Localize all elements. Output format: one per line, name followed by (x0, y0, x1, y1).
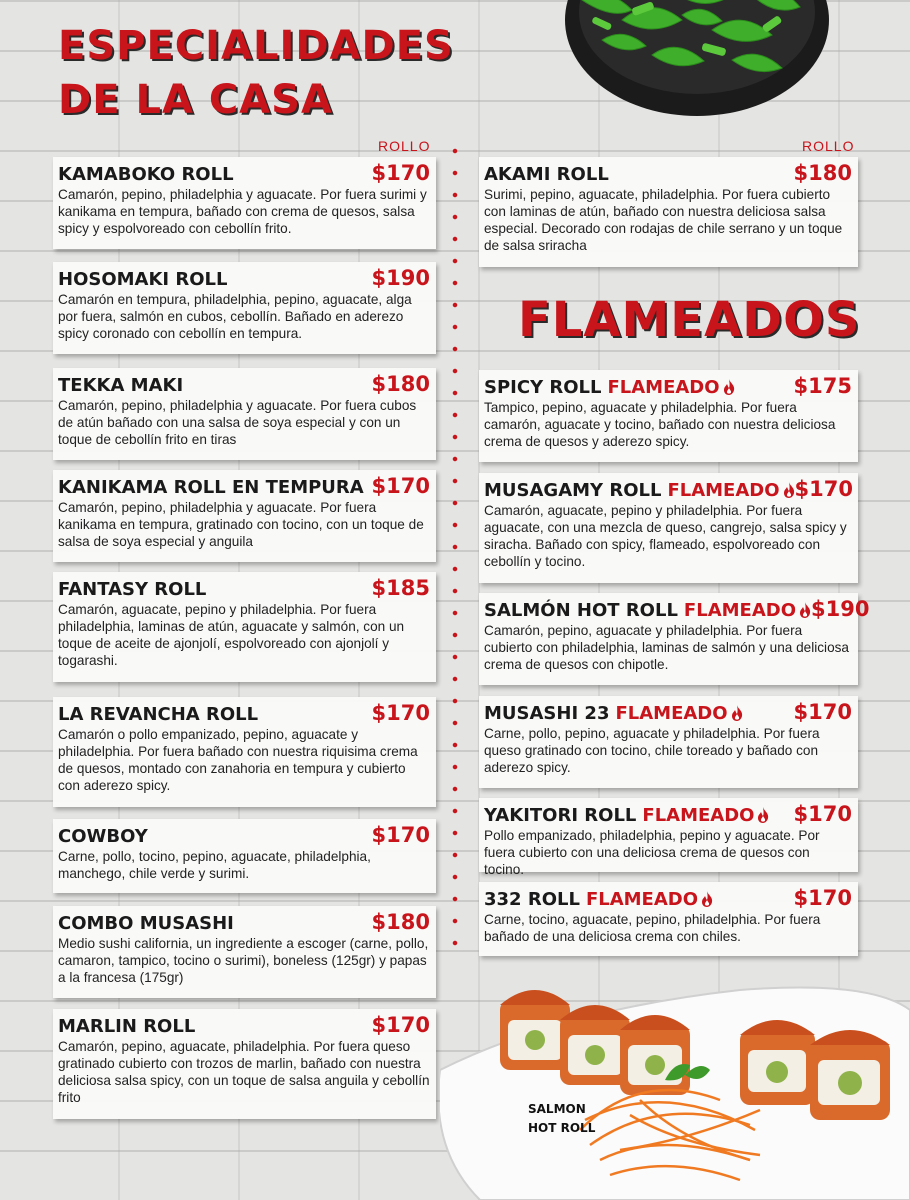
item-price: $170 (371, 701, 430, 725)
item-description: Camarón, pepino, philadelphia y aguacate. Por fuera kanikama en tempura, gratinado con tocino, con un toque de salsa de soya especial y anguila (58, 500, 424, 549)
item-description: Camarón, aguacate, pepino y philadelphia. Por fuera philadelphia, laminas de atún, aguacate y salmón, con un toque de aceite de ajonjolí, espolvoreado con ajonjolí y togarashi. (58, 602, 405, 668)
item-price: $170 (793, 700, 852, 724)
flameado-tag: FLAMEADO (642, 805, 755, 826)
menu-item-card (53, 262, 436, 354)
item-description: Camarón en tempura, philadelphia, pepino, aguacate, alga por fuera, salmón en cubos, cebollín. Bañado en aderezo spicy coronado con cebollín en tempura. (58, 292, 412, 341)
item-description: Carne, pollo, pepino, aguacate y philadelphia. Por fuera queso gratinado con tocino, chile toreado y bañado con aderezo spicy. (484, 726, 820, 775)
item-price: $170 (371, 161, 430, 185)
item-description: Camarón, aguacate, pepino y philadelphia. Por fuera aguacate, con una mezcla de queso, cangrejo, salsa spicy y siracha. Bañado con spicy, flameado, espolvoreado con cebollín y tocino. (484, 503, 847, 569)
item-name: AKAMI ROLL (484, 164, 609, 185)
page-title-line1: ESPECIALIDADES (58, 23, 454, 69)
menu-item-card (479, 157, 858, 267)
photo-caption-line1: SALMON (528, 1102, 586, 1116)
flameado-tag: FLAMEADO (667, 480, 780, 501)
menu-item-card (479, 882, 858, 956)
flameado-tag: FLAMEADO (683, 600, 796, 621)
salmon-hot-roll-photo (440, 950, 910, 1200)
item-description: Carne, pollo, tocino, pepino, aguacate, philadelphia, manchego, chile verde y surimi. (58, 849, 371, 881)
item-name: 332 ROLL FLAMEADO (484, 889, 713, 910)
item-price: $190 (371, 266, 430, 290)
item-price: $170 (371, 474, 430, 498)
item-price: $180 (793, 161, 852, 185)
flameado-tag: FLAMEADO (585, 889, 699, 910)
item-price: $180 (371, 372, 430, 396)
item-name: COWBOY (58, 826, 148, 847)
seaweed-bowl-image (562, 0, 832, 120)
menu-item-card (479, 370, 858, 462)
column-divider (452, 140, 458, 950)
item-name: MARLIN ROLL (58, 1016, 196, 1037)
menu-item-card (53, 906, 436, 998)
flameado-tag: FLAMEADO (615, 703, 728, 724)
flame-icon (731, 705, 743, 721)
item-name: FANTASY ROLL (58, 579, 207, 600)
item-description: Tampico, pepino, aguacate y philadelphia. Por fuera camarón, aguacate y tocino, bañado con nuestra deliciosa crema de quesos y aderezo spicy. (484, 400, 836, 449)
menu-item-card (479, 798, 858, 877)
menu-item-card (53, 1009, 436, 1119)
item-price: $170 (371, 823, 430, 847)
item-description: Camarón, pepino, aguacate y philadelphia. Por fuera cubierto con philadelphia, laminas de salmón y una deliciosa crema de quesos con chipotle. (484, 623, 849, 672)
flame-icon (723, 379, 735, 395)
flame-icon (757, 807, 769, 823)
item-price: $170 (371, 1013, 430, 1037)
item-name: LA REVANCHA ROLL (58, 704, 259, 725)
item-name: KANIKAMA ROLL EN TEMPURA (58, 477, 364, 498)
item-price: $170 (793, 802, 852, 826)
menu-item-card (479, 593, 870, 685)
item-name: YAKITORI ROLL FLAMEADO (484, 805, 769, 826)
item-description: Pollo empanizado, philadelphia, pepino y aguacate. Por fuera cubierto con una deliciosa crema de quesos con tocino. (484, 828, 820, 877)
flameado-tag: FLAMEADO (607, 377, 720, 398)
item-name: KAMABOKO ROLL (58, 164, 234, 185)
item-description: Camarón, pepino, aguacate, philadelphia. Por fuera queso gratinado cubierto con trozos de marlin, bañado con nuestra deliciosa salsa spicy, con un toque de salsa anguila y cebollín frito (58, 1039, 430, 1105)
menu-item-card (53, 368, 436, 460)
item-description: Camarón, pepino, philadelphia y aguacate. Por fuera cubos de atún bañado con una salsa de soya especial y con un toque de cebollín frito en tiras (58, 398, 417, 447)
menu-item-card (479, 696, 858, 788)
item-description: Carne, tocino, aguacate, pepino, philadelphia. Por fuera bañado de una deliciosa crema con chiles. (484, 912, 821, 944)
photo-caption (528, 1100, 608, 1138)
item-price: $175 (793, 374, 852, 398)
item-description: Camarón, pepino, philadelphia y aguacate. Por fuera surimi y kanikama en tempura, bañado con crema de quesos, salsa spicy y espolvoreado con cebollín frito. (58, 187, 427, 236)
page-title-line2: DE LA CASA (58, 77, 333, 123)
flame-icon (701, 891, 713, 907)
item-name: TEKKA MAKI (58, 375, 184, 396)
item-description: Camarón o pollo empanizado, pepino, aguacate y philadelphia. Por fuera bañado con nuestra riquisima crema de quesos, montado con zanahoria en tempura y cubierto con aderezo spicy. (58, 727, 418, 793)
flame-icon (783, 482, 795, 498)
rollo-label-right: ROLLO (802, 138, 855, 154)
item-name: MUSASHI 23 FLAMEADO (484, 703, 743, 724)
menu-item-card (53, 572, 436, 682)
item-price: $170 (793, 886, 852, 910)
item-description: Medio sushi california, un ingrediente a escoger (carne, pollo, camaron, tampico, tocino o surimi), boneless (125gr) y papas a la francesa (175gr) (58, 936, 429, 985)
item-name: SALMÓN HOT ROLL FLAMEADO (484, 600, 811, 621)
item-price: $170 (794, 477, 853, 501)
flame-icon (799, 602, 811, 618)
item-name: SPICY ROLL FLAMEADO (484, 377, 735, 398)
menu-item-card (53, 470, 436, 562)
item-name: HOSOMAKI ROLL (58, 269, 228, 290)
photo-caption-line2: HOT ROLL (528, 1121, 596, 1135)
item-name: MUSAGAMY ROLL FLAMEADO (484, 480, 795, 501)
item-price: $180 (371, 910, 430, 934)
rollo-label-left: ROLLO (378, 138, 431, 154)
item-name: COMBO MUSASHI (58, 913, 234, 934)
menu-item-card (53, 157, 436, 249)
menu-item-card (53, 697, 436, 807)
item-price: $190 (811, 597, 870, 621)
item-description: Surimi, pepino, aguacate, philadelphia. Por fuera cubierto con laminas de atún, bañado con nuestra deliciosa salsa especial. Decorado con rodajas de chile serrano y un toque de salsa sriracha (484, 187, 843, 253)
menu-item-card (479, 473, 858, 583)
item-price: $185 (371, 576, 430, 600)
flameados-title: FLAMEADOS (518, 292, 861, 348)
menu-item-card (53, 819, 436, 893)
